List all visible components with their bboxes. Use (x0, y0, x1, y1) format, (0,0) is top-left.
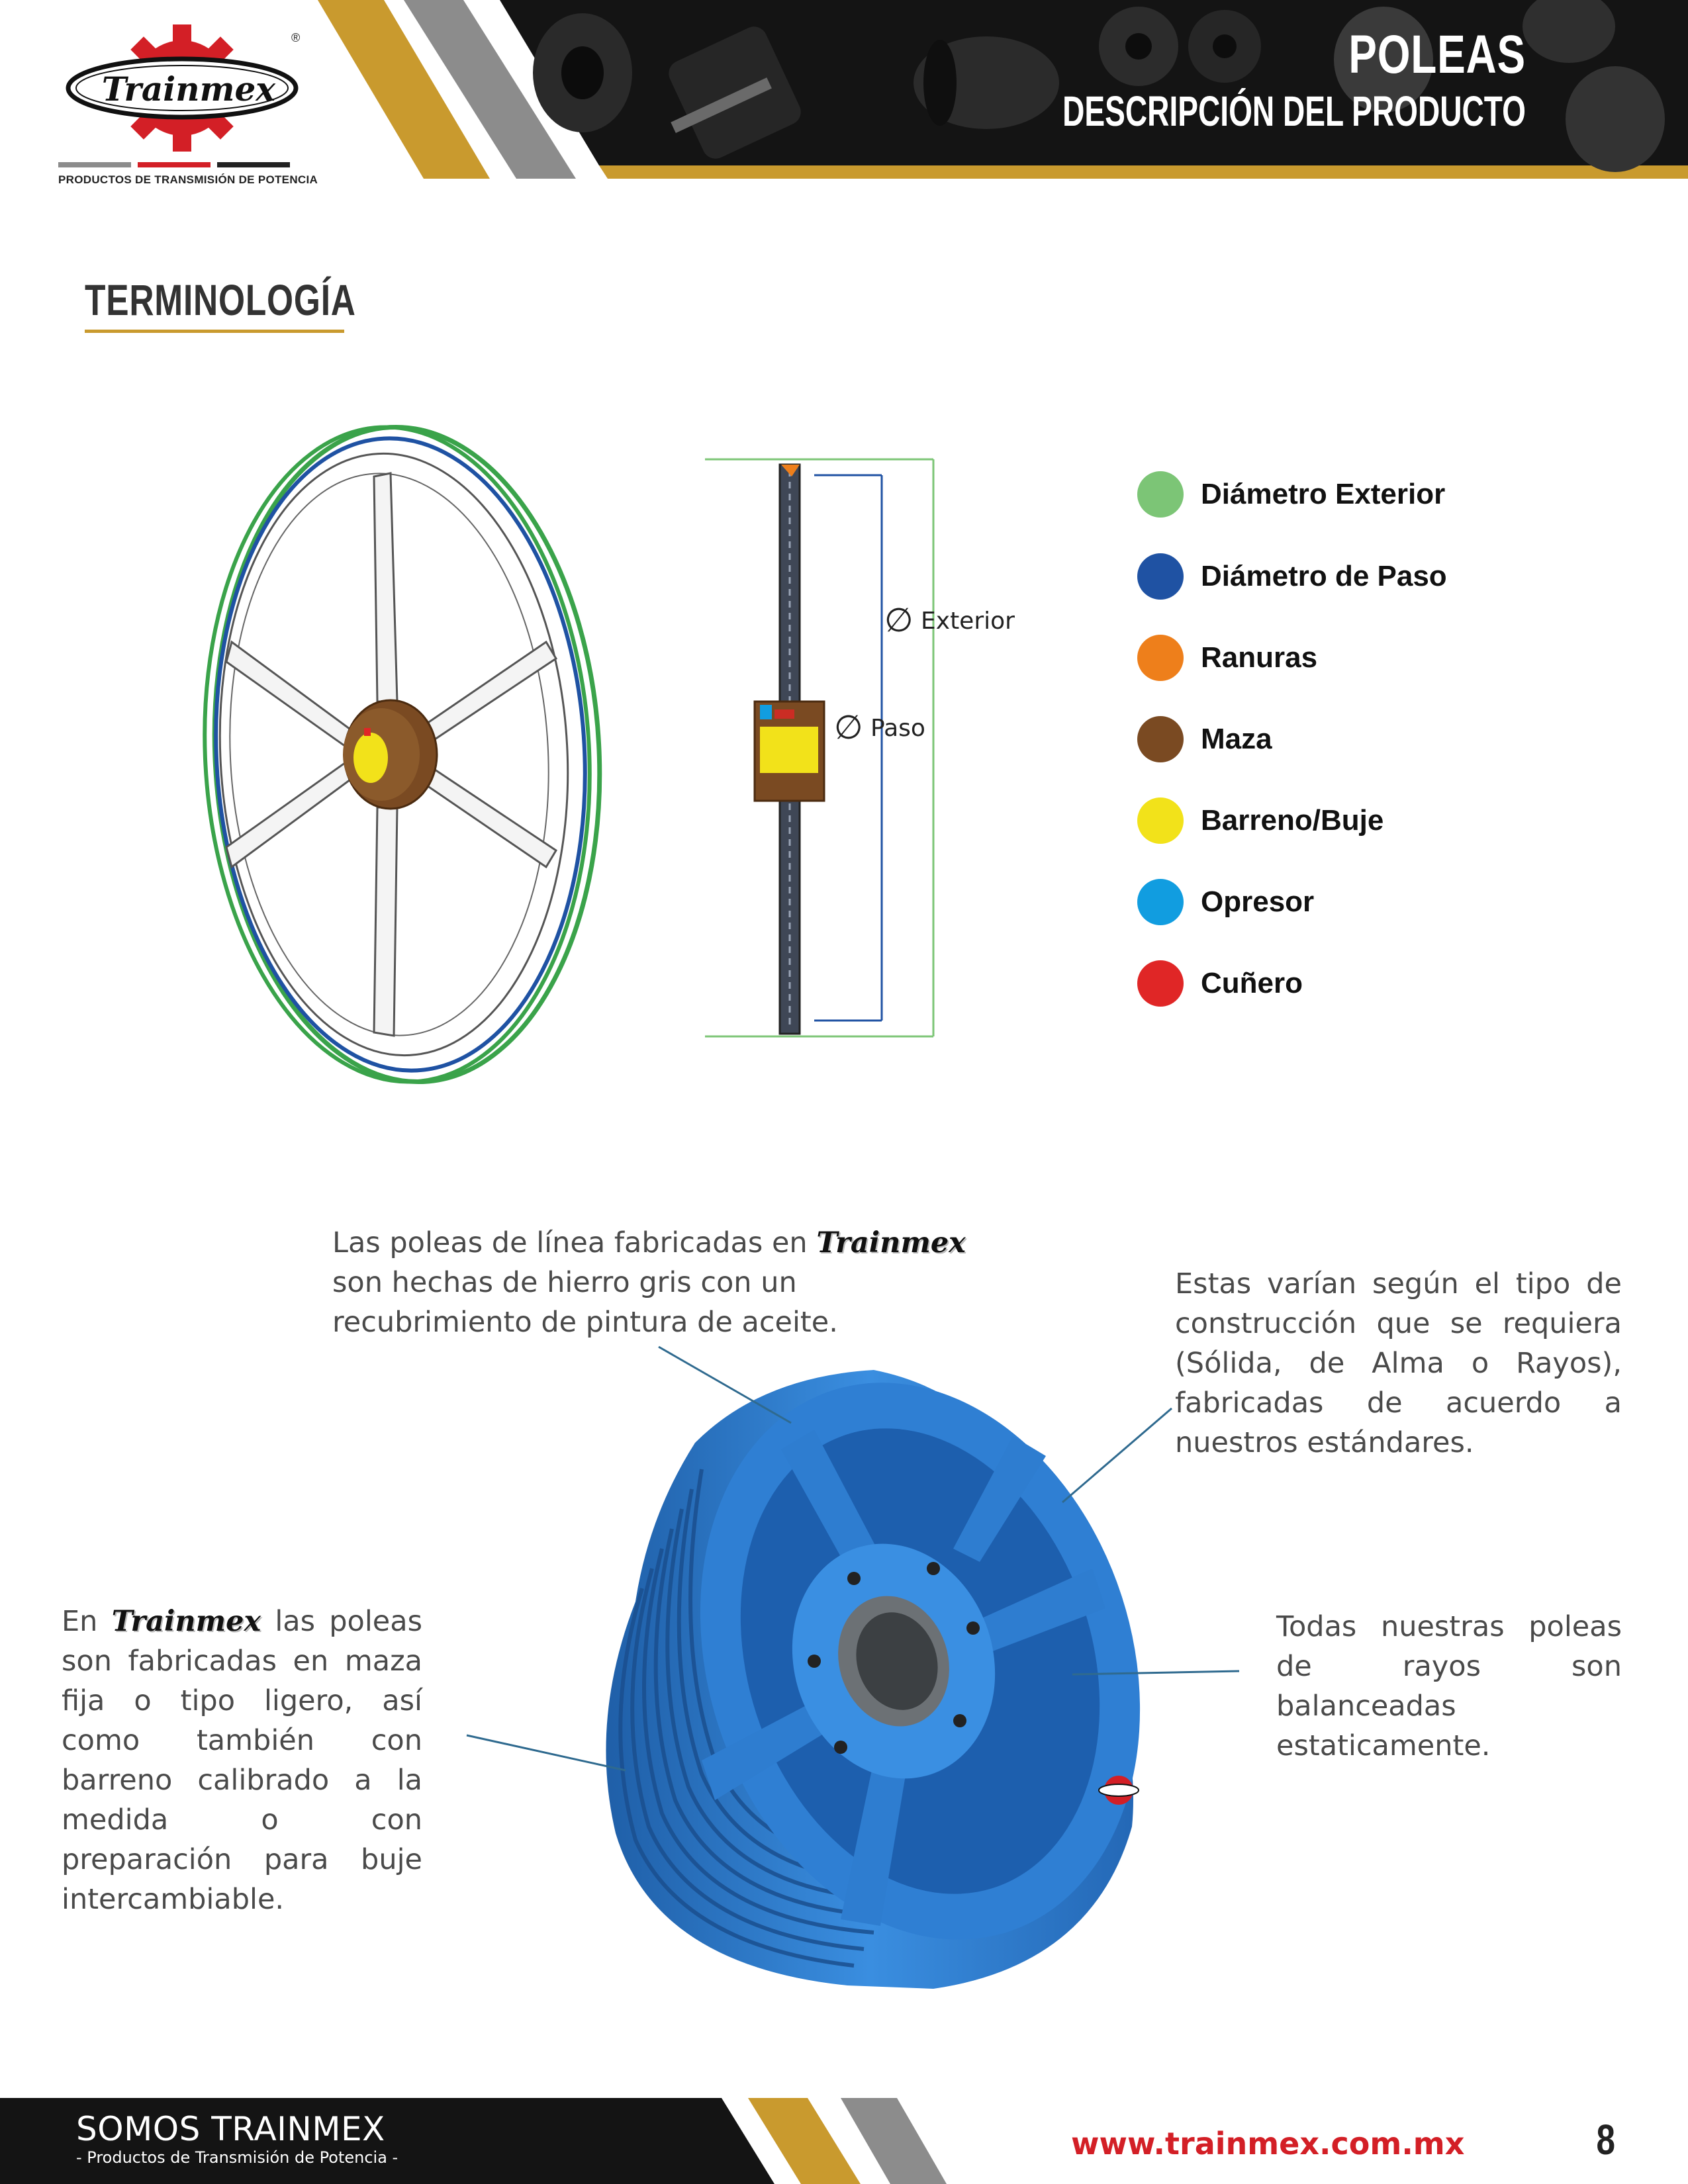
paragraph-hub-types (62, 1602, 422, 1919)
legend-label: Maza (1201, 723, 1272, 755)
paragraph-text: las poleas son fabricadas en maza fija o tipo ligero, así como también con barreno calibrado a la medida o con preparación para buje intercambiable. (62, 1605, 423, 1916)
page-subtitle: DESCRIPCIÓN DEL PRODUCTO (1062, 87, 1526, 135)
diameter-icon: ∅ (884, 601, 914, 639)
legend-label: Opresor (1201, 886, 1315, 918)
page-title: POLEAS (1348, 24, 1526, 85)
paragraph-material (332, 1223, 981, 1342)
svg-text:®: ® (291, 31, 301, 44)
footer-website-link[interactable]: www.trainmex.com.mx (1071, 2126, 1465, 2161)
diameter-icon: ∅ (834, 708, 863, 747)
paragraph-text: Las poleas de línea fabricadas en (332, 1226, 808, 1259)
paragraph-construction: Estas varían según el tipo de construcción que se requiera (Sólida, de Alma o Rayos), fabricadas de acuerdo a nuestros estándares. (1175, 1267, 1622, 1459)
label-exterior: Exterior (921, 608, 1015, 635)
legend-label: Diámetro de Paso (1201, 560, 1447, 592)
paragraph-text: son hechas de hierro gris con un recubrimiento de pintura de aceite. (332, 1266, 838, 1339)
section-title: TERMINOLOGÍA (85, 275, 356, 324)
legend-label: Barreno/Buje (1201, 804, 1384, 837)
page-number: 8 (1596, 2116, 1616, 2163)
paragraph-balancing: Todas nuestras poleas de rayos son balanceadas estaticamente. (1276, 1610, 1622, 1762)
brand-inline: Trainmex (816, 1226, 966, 1259)
logo-tagline: PRODUCTOS DE TRANSMISIÓN DE POTENCIA (58, 173, 318, 186)
logo-wordmark: Trainmex (101, 69, 276, 109)
footer-title: SOMOS TRAINMEX (76, 2110, 385, 2148)
legend-label: Diámetro Exterior (1201, 478, 1446, 510)
legend-label: Cuñero (1201, 967, 1303, 999)
brand-inline: Trainmex (111, 1605, 261, 1638)
paragraph-text: En (62, 1605, 98, 1638)
footer-subtitle: - Productos de Transmisión de Potencia - (76, 2148, 399, 2167)
label-paso: Paso (870, 715, 925, 742)
legend-label: Ranuras (1201, 641, 1318, 674)
